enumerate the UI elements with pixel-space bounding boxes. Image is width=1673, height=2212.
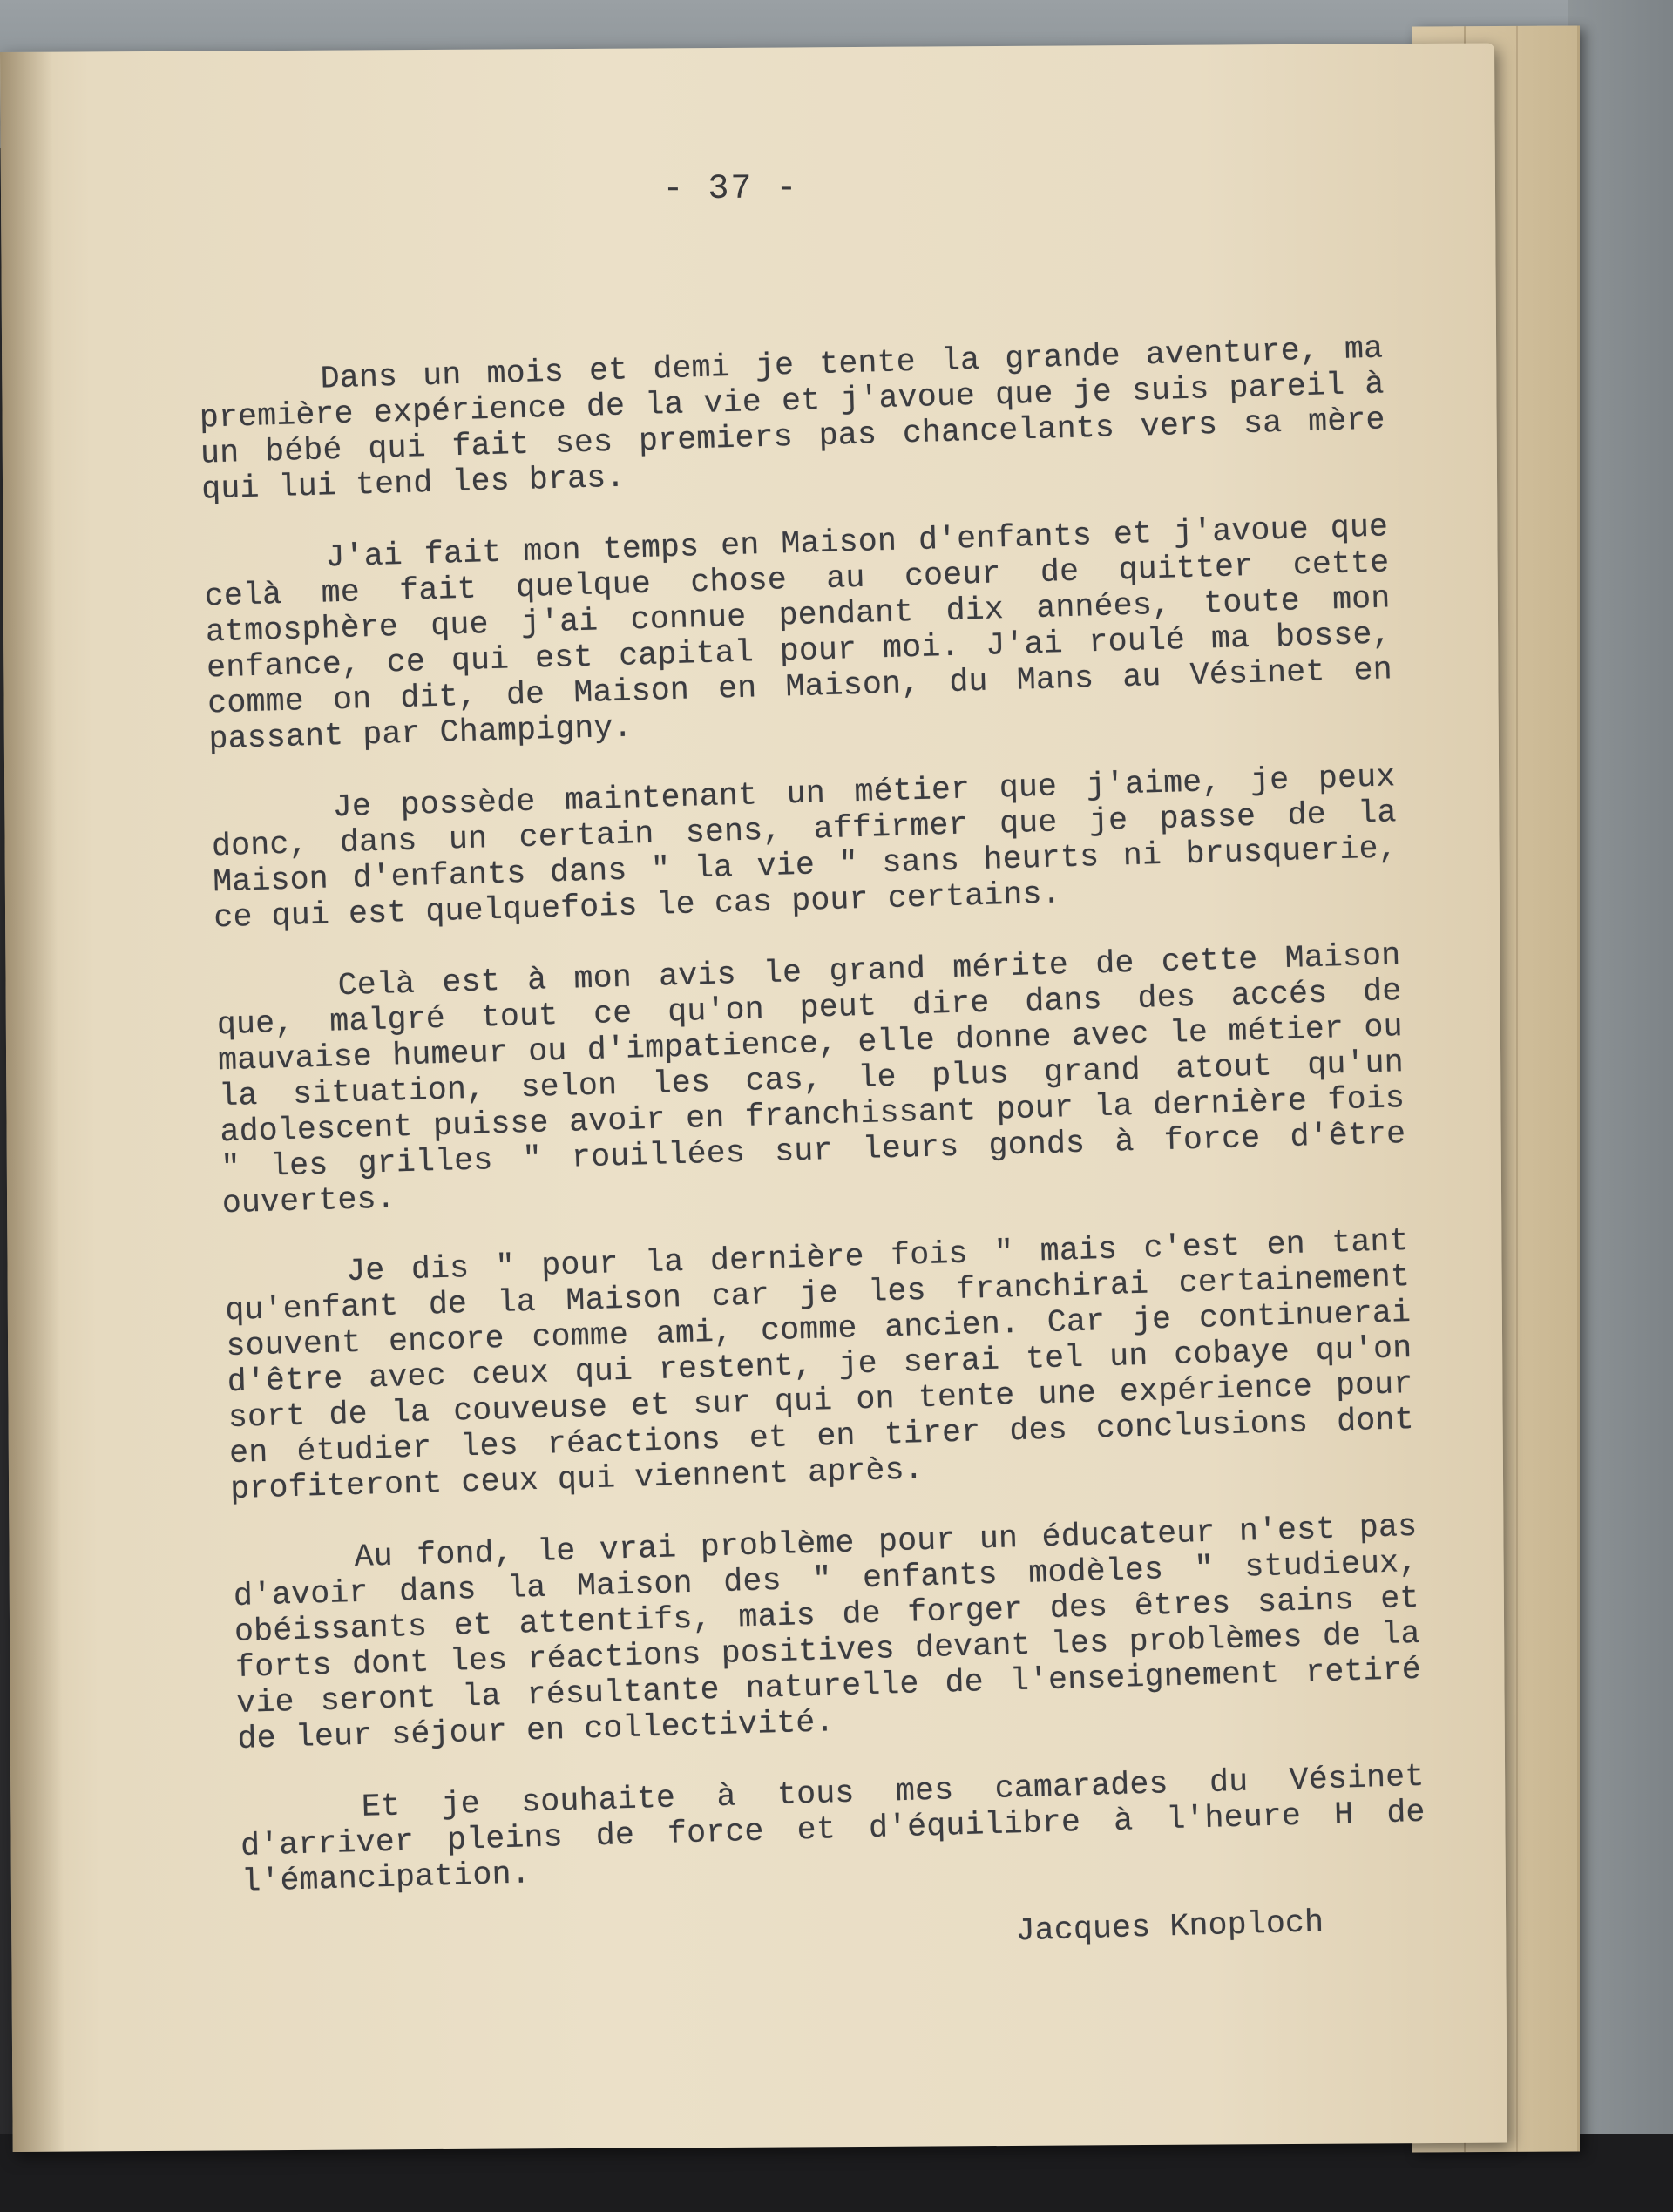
paragraph-3: Je possède maintenant un métier que j'aime, je peux donc, dans un certain sens, affirmer que je passe de la Maison d'enfants dans " la vie " sans heurts ni brusquerie, ce qui est quelquefois le cas pour certains. bbox=[211, 759, 1399, 937]
paragraph-4: Celà est à mon avis le grand mérite de cette Maison que, malgré tout ce qu'on peut dire dans des accés de mauvaise humeur ou d'impatience, elle donne avec le métier ou la situation, selon les cas, le plus grand atout qu'un adolescent puisse avoir en franchissant pour la dernière fois " les grilles " rouillées sur leurs gonds à force d'être ouvertes. bbox=[216, 937, 1406, 1222]
page-number: - 37 - bbox=[662, 169, 799, 210]
backdrop-right bbox=[1568, 0, 1673, 2212]
paragraph-1: Dans un mois et demi je tente la grande aventure, ma première expérience de la vie et j'avoue que je suis pareil à un bébé qui fait ses premiers pas chancelants vers sa mère qui lui tend les bras. bbox=[199, 330, 1386, 508]
paragraph-5: Je dis " pour la dernière fois " mais c'est en tant qu'enfant de la Maison car je les franchirai certainement souvent encore comme ami, comme ancien. Car je continuerai d'être avec ceux qui restent, je serai tel un cobaye qu'on sort de la couveuse et sur qui on tente une expérience pour en étudier les réactions et en tirer des conclusions dont profiteront ceux qui viennent après. bbox=[224, 1223, 1415, 1508]
document-body bbox=[198, 330, 1429, 1971]
paragraph-2: J'ai fait mon temps en Maison d'enfants et j'avoue que celà me fait quelque chose au coeur de quitter cette atmosphère que j'ai connue pendant dix années, toute mon enfance, ce qui est capital pour moi. J'ai roulé ma bosse, comme on dit, de Maison en Maison, du Mans au Vésinet en passant par Champigny. bbox=[204, 509, 1393, 758]
signature: Jacques Knoploch bbox=[1015, 1904, 1324, 1950]
spine-shadow bbox=[0, 52, 65, 2152]
document-page bbox=[0, 44, 1507, 2152]
paragraph-7: Et je souhaite à tous mes camarades du Vésinet d'arriver pleins de force et d'équilibre à l'heure H de l'émancipation. bbox=[240, 1758, 1426, 1900]
paragraph-6: Au fond, le vrai problème pour un éducateur n'est pas d'avoir dans la Maison des " enfants modèles " studieux, obéissants et attentifs, mais de forger des êtres sains et forts dont les réactions positives devant les problèmes de la vie seront la résultante naturelle de l'enseignement retiré de leur séjour en collectivité. bbox=[233, 1508, 1422, 1757]
